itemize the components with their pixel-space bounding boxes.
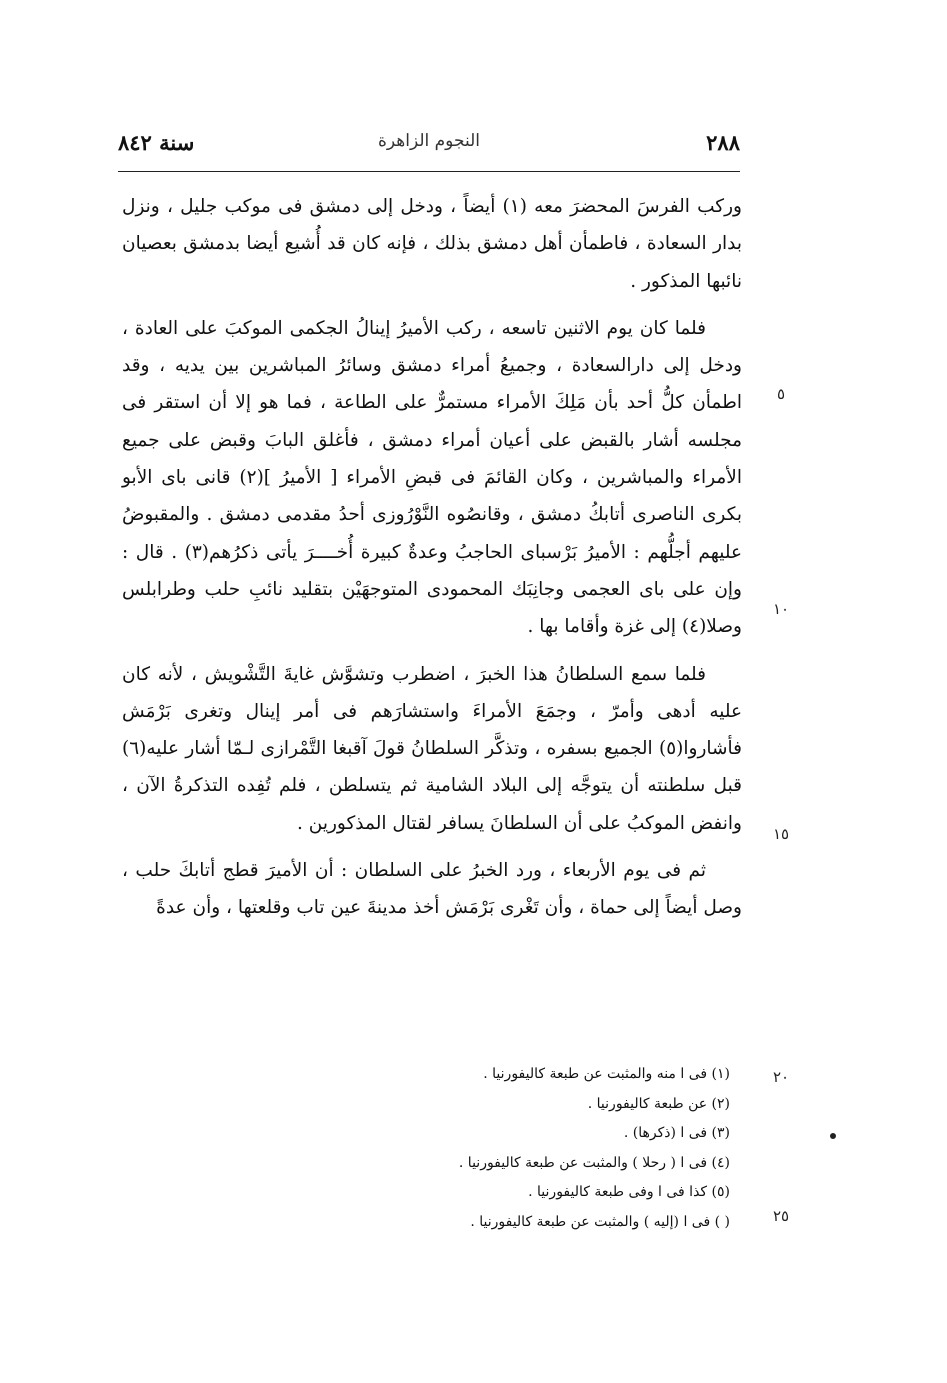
main-text xyxy=(122,188,742,1048)
footnote: (٢) عن طبعة كاليفورنيا . xyxy=(587,1095,730,1112)
line-number: ١٠ xyxy=(772,600,790,618)
line-number: ٥ xyxy=(776,385,786,403)
header-rule xyxy=(118,171,740,172)
running-title: النجوم الزاهرة xyxy=(378,131,480,151)
footnote: (٣) فى ا (ذكرها) . xyxy=(623,1125,730,1141)
paragraph: وركب الفرسَ المحضرَ معه (١) أيضاً ، ودخل إلى دمشق فى موكب جليل ، ونزل بدار السعادة ، فاطمأن أهل دمشق بذلك ، فإنه كان قد أُشيع أيضا بدمشق بعصيان نائبها المذكور . xyxy=(122,196,742,292)
footnote: (٤) فى ا ( رحلا ) والمثبت عن طبعة كاليفورنيا . xyxy=(458,1154,730,1171)
page-header xyxy=(118,128,740,164)
line-number: ٢٠ xyxy=(772,1068,790,1086)
margin-dot xyxy=(830,1133,836,1139)
footnotes xyxy=(340,1060,730,1237)
paragraph: ثم فى يوم الأربعاء ، ورد الخبرُ على السلطان : أن الأميرَ قطج أتابكَ حلب ، وصل أيضاً إلى حماة ، وأن تَغْرى بَرْمَش أخذ مدينةَ عين تاب وقلعتها ، وأن عدةً xyxy=(122,860,742,919)
footnote: (٥) كذا فى ا وفى طبعة كاليفورنيا . xyxy=(528,1184,730,1200)
paragraph: فلما سمع السلطانُ هذا الخبرَ ، اضطرب وتشوَّش غايةَ التَّشْويش ، لأنه كان عليه أدهى وأمرّ ، وجمَعَ الأمراءَ واستشارَهم فى أمر إينال وتغرى بَرْمَش فأشاروا(٥) الجميع بسفره ، وتذكَّر السلطانُ قولَ آقبغا التَّمْرازى لـمّا أشار عليه(٦) قبل سلطنته أن يتوجَّه إلى البلاد الشامية ثم يتسلطن ، فلم تُفِده التذكرةُ الآن ، وانفض الموكبُ على أن السلطانَ يسافر لقتال المذكورين . xyxy=(122,663,742,834)
page-number: ٢٨٨ xyxy=(706,130,740,155)
line-number: ٢٥ xyxy=(772,1207,790,1225)
footnote: ( ) فى ا (إليه ) والمثبت عن طبعة كاليفورنيا . xyxy=(470,1213,730,1230)
footnote: (١) فى ا منه والمثبت عن طبعة كاليفورنيا . xyxy=(483,1066,730,1082)
year-heading: سنة ٨٤٢ xyxy=(118,130,195,155)
line-number: ١٥ xyxy=(772,825,790,843)
paragraph: فلما كان يوم الاثنين تاسعه ، ركب الأميرُ إينالُ الجكمى الموكبَ على العادة ، ودخل إلى دارالسعادة ، وجميعُ أمراء دمشق وسائرُ المباشرين بين يديه ، وقد اطمأن كلُّ أحد بأن مَلِكَ الأمراء مستمرٌّ على الطاعة ، فما هو إلا أن استقر فى مجلسه أشار بالقبض على أعيان أمراء دمشق ، فأغلق البابَ وقبض على جميع الأمراء والمباشرين ، وكان القائمَ فى قبضِ الأمراء [ الأميرُ ](٢) قانى باى الأبو بكرى الناصرى أتابكُ دمشق ، وقانصُوه النَّوْرُوزى أحدُ مقدمى دمشق . والمقبوضُ عليهم أجلُّهم : الأميرُ بَرْسباى الحاجبُ وعدةٌ كبيرة أُخــــرَ يأتى ذكرُهم(٣) . قال : وإن على باى العجمى وجانِبَك المحمودى المتوجهَيْن بتقليد نائبِ حلب وطرابلس وصلا(٤) إلى غزة وأقاما بها . xyxy=(122,317,742,638)
